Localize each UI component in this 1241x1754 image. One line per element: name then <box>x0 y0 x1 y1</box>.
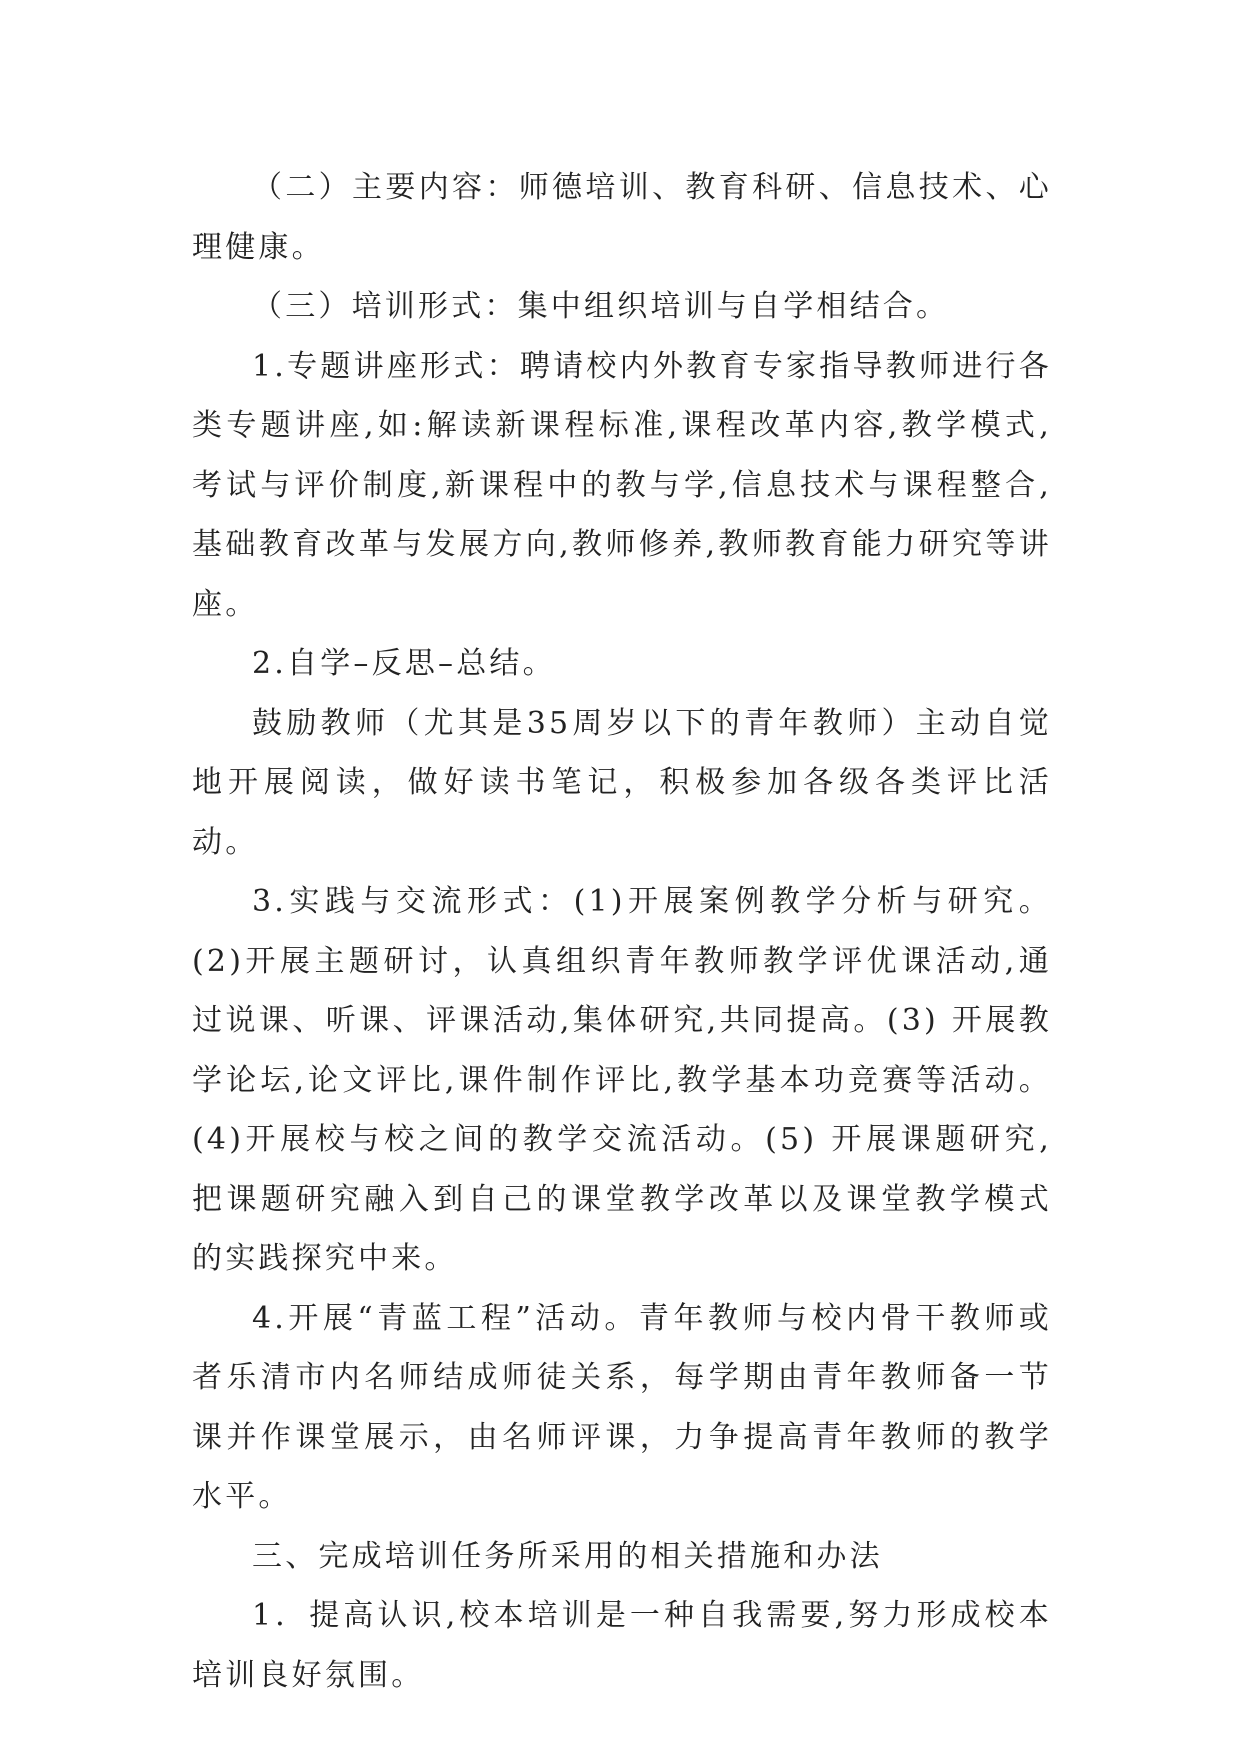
section-heading-measures: 三、完成培训任务所采用的相关措施和办法 <box>252 1538 883 1574</box>
paragraph-practice-exchange: 3.实践与交流形式：(1)开展案例教学分析与研究。(2)开展主题研讨，认真组织青年教师教学评优课活动,通过说课、听课、评课活动,集体研究,共同提高。(3) 开展教学论坛,论文评比,课件制作评比,教学基本功竞赛等活动。(4)开展校与校之间的教学交流活动。(5) 开展课题研究,把课题研究融入到自己的课堂教学改革以及课堂教学模式的实践探究中来。 <box>192 884 1052 1276</box>
document-body <box>192 158 1052 1705</box>
paragraph-training-form: （三）培训形式：集中组织培训与自学相结合。 <box>252 289 950 324</box>
paragraph-lecture-form: 1.专题讲座形式：聘请校内外教育专家指导教师进行各类专题讲座,如:解读新课程标准,课程改革内容,教学模式,考试与评价制度,新课程中的教与学,信息技术与课程整合,基础教育改革与发展方向,教师修养,教师教育能力研究等讲座。 <box>192 348 1052 622</box>
paragraph-qinglan-project: 4.开展“青蓝工程”活动。青年教师与校内骨干教师或者乐清市内名师结成师徒关系，每学期由青年教师备一节课并作课堂展示，由名师评课，力争提高青年教师的教学水平。 <box>192 1300 1052 1514</box>
paragraph-raise-awareness: 1．提高认识,校本培训是一种自我需要,努力形成校本培训良好氛围。 <box>192 1598 1052 1693</box>
paragraph-self-study: 2.自学–反思–总结。 <box>252 646 556 681</box>
paragraph-main-content: （二）主要内容：师德培训、教育科研、信息技术、心理健康。 <box>192 170 1052 265</box>
paragraph-encourage-reading: 鼓励教师（尤其是35周岁以下的青年教师）主动自觉地开展阅读，做好读书笔记，积极参加各级各类评比活动。 <box>192 705 1052 860</box>
